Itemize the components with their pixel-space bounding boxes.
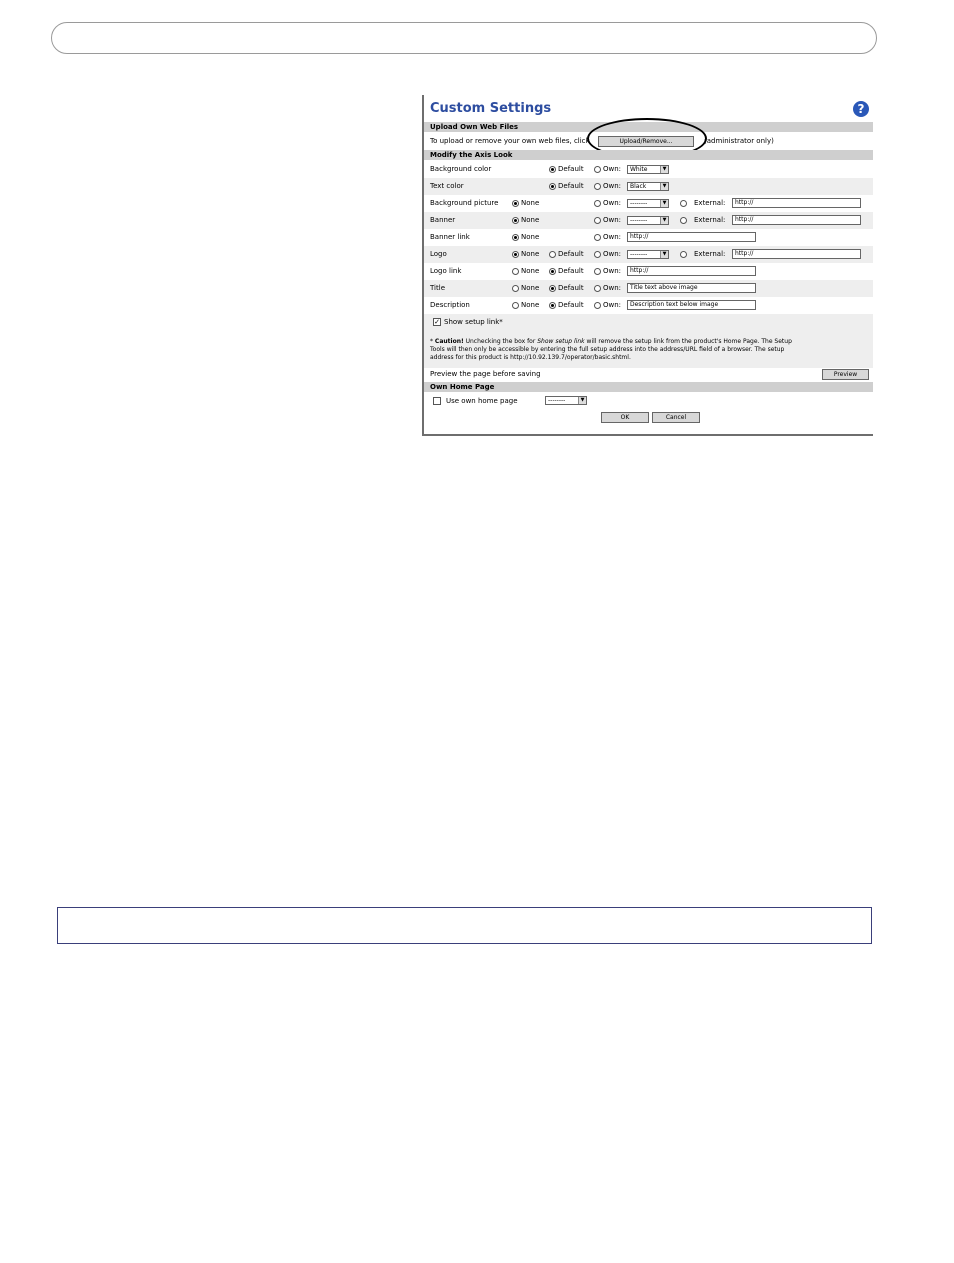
logo-select[interactable]: [627, 250, 669, 259]
bg-color-own-radio[interactable]: [594, 166, 601, 173]
row-background-picture: [424, 195, 873, 212]
title-default-label: Default: [558, 284, 584, 292]
description-own-radio[interactable]: [594, 302, 601, 309]
chevron-down-icon: ▼: [660, 217, 668, 224]
caution-text-b: will remove the setup link from the product's Home Page. The Setup: [584, 338, 792, 345]
text-color-default-label: Default: [558, 182, 584, 190]
upload-remove-button[interactable]: Upload/Remove...: [598, 136, 694, 147]
logo-link-none-label: None: [521, 267, 540, 275]
banner-own-label: Own:: [603, 216, 622, 224]
banner-external-radio[interactable]: [680, 217, 687, 224]
upload-instruction: To upload or remove your own web files, click: [430, 137, 590, 145]
bg-color-select[interactable]: [627, 165, 669, 174]
banner-none-label: None: [521, 216, 540, 224]
label-logo-link: Logo link: [430, 267, 462, 275]
show-setup-link-label: Show setup link*: [444, 318, 503, 326]
bg-picture-own-radio[interactable]: [594, 200, 601, 207]
home-page-select[interactable]: [545, 396, 587, 405]
title-none-radio[interactable]: [512, 285, 519, 292]
home-page-row: [424, 393, 873, 409]
logo-value: --------: [630, 251, 648, 258]
caution-line-3: address for this product is http://10.92.139.7/operator/basic.shtml.: [430, 354, 631, 361]
label-banner-link: Banner link: [430, 233, 470, 241]
caution-text: [430, 338, 792, 362]
custom-settings-screenshot: [422, 95, 873, 436]
banner-link-own-label: Own:: [603, 233, 622, 241]
logo-external-radio[interactable]: [680, 251, 687, 258]
page-header-bar: [51, 22, 877, 54]
label-description: Description: [430, 301, 470, 309]
title-own-label: Own:: [603, 284, 622, 292]
bg-color-default-radio[interactable]: [549, 166, 556, 173]
row-description: [424, 297, 873, 314]
description-none-radio[interactable]: [512, 302, 519, 309]
logo-link-input[interactable]: http://: [627, 266, 756, 276]
preview-button[interactable]: Preview: [822, 369, 869, 380]
logo-default-label: Default: [558, 250, 584, 258]
cancel-button[interactable]: Cancel: [652, 412, 700, 423]
description-none-label: None: [521, 301, 540, 309]
home-section-header: Own Home Page: [424, 382, 873, 392]
text-color-value: Black: [630, 183, 647, 190]
banner-own-radio[interactable]: [594, 217, 601, 224]
upload-admin-note: (administrator only): [704, 137, 774, 145]
description-default-label: Default: [558, 301, 584, 309]
text-color-select[interactable]: [627, 182, 669, 191]
bg-picture-external-radio[interactable]: [680, 200, 687, 207]
bg-color-value: White: [630, 166, 648, 173]
logo-default-radio[interactable]: [549, 251, 556, 258]
home-page-value: --------: [548, 397, 566, 404]
chevron-down-icon: ▼: [660, 251, 668, 258]
banner-value: --------: [630, 217, 648, 224]
banner-none-radio[interactable]: [512, 217, 519, 224]
caution-line-2: Tools will then only be accessible by entering the full setup address into the address/URL field of a browser. The setup: [430, 346, 785, 353]
caution-text-a: Unchecking the box for: [463, 338, 538, 345]
banner-select[interactable]: [627, 216, 669, 225]
banner-link-none-label: None: [521, 233, 540, 241]
logo-none-label: None: [521, 250, 540, 258]
logo-link-none-radio[interactable]: [512, 268, 519, 275]
label-background-color: Background color: [430, 165, 492, 173]
row-title: [424, 280, 873, 297]
logo-own-label: Own:: [603, 250, 622, 258]
note-box: [57, 907, 872, 944]
label-background-picture: Background picture: [430, 199, 499, 207]
modify-section-header: Modify the Axis Look: [424, 150, 873, 160]
bg-picture-own-label: Own:: [603, 199, 622, 207]
description-default-radio[interactable]: [549, 302, 556, 309]
logo-none-radio[interactable]: [512, 251, 519, 258]
row-logo: [424, 246, 873, 263]
preview-row: [424, 368, 873, 381]
banner-external-label: External:: [694, 216, 726, 224]
bg-picture-external-input[interactable]: http://: [732, 198, 861, 208]
setup-link-area: [424, 314, 873, 368]
panel-title: Custom Settings: [430, 101, 552, 116]
label-title: Title: [430, 284, 446, 292]
logo-link-own-label: Own:: [603, 267, 622, 275]
text-color-own-radio[interactable]: [594, 183, 601, 190]
row-banner-link: [424, 229, 873, 246]
logo-link-own-radio[interactable]: [594, 268, 601, 275]
text-color-default-radio[interactable]: [549, 183, 556, 190]
title-own-radio[interactable]: [594, 285, 601, 292]
banner-link-own-radio[interactable]: [594, 234, 601, 241]
upload-section-header: Upload Own Web Files: [424, 122, 873, 132]
bg-picture-none-label: None: [521, 199, 540, 207]
help-icon[interactable]: ?: [853, 101, 869, 117]
title-input[interactable]: Title text above image: [627, 283, 756, 293]
chevron-down-icon: ▼: [660, 200, 668, 207]
caution-prefix: *: [430, 338, 435, 345]
bg-picture-external-label: External:: [694, 199, 726, 207]
show-setup-link-checkbox[interactable]: ✓: [434, 318, 440, 326]
bg-picture-value: --------: [630, 200, 648, 207]
logo-link-default-label: Default: [558, 267, 584, 275]
banner-link-input[interactable]: http://: [627, 232, 756, 242]
title-none-label: None: [521, 284, 540, 292]
row-logo-link: [424, 263, 873, 280]
title-default-radio[interactable]: [549, 285, 556, 292]
chevron-down-icon: ▼: [660, 183, 668, 190]
row-banner: [424, 212, 873, 229]
banner-external-input[interactable]: http://: [732, 215, 861, 225]
caution-emphasis: Show setup link: [537, 338, 585, 345]
use-own-home-page-checkbox[interactable]: [433, 397, 441, 405]
bg-picture-none-radio[interactable]: [512, 200, 519, 207]
logo-own-radio[interactable]: [594, 251, 601, 258]
label-banner: Banner: [430, 216, 456, 224]
logo-external-input[interactable]: http://: [732, 249, 861, 259]
bg-color-default-label: Default: [558, 165, 584, 173]
row-text-color: [424, 178, 873, 195]
label-logo: Logo: [430, 250, 447, 258]
text-color-own-label: Own:: [603, 182, 622, 190]
description-own-label: Own:: [603, 301, 622, 309]
chevron-down-icon: ▼: [578, 397, 586, 404]
label-text-color: Text color: [430, 182, 464, 190]
bg-picture-select[interactable]: [627, 199, 669, 208]
bg-color-own-label: Own:: [603, 165, 622, 173]
use-own-home-page-label: Use own home page: [446, 397, 518, 405]
logo-link-default-radio[interactable]: [549, 268, 556, 275]
logo-external-label: External:: [694, 250, 726, 258]
banner-link-none-radio[interactable]: [512, 234, 519, 241]
caution-word: Caution!: [434, 338, 464, 345]
description-input[interactable]: Description text below image: [627, 300, 756, 310]
preview-text: Preview the page before saving: [430, 370, 541, 378]
caution-line-1: [430, 338, 792, 346]
ok-button[interactable]: OK: [601, 412, 649, 423]
row-background-color: [424, 161, 873, 178]
chevron-down-icon: ▼: [660, 166, 668, 173]
